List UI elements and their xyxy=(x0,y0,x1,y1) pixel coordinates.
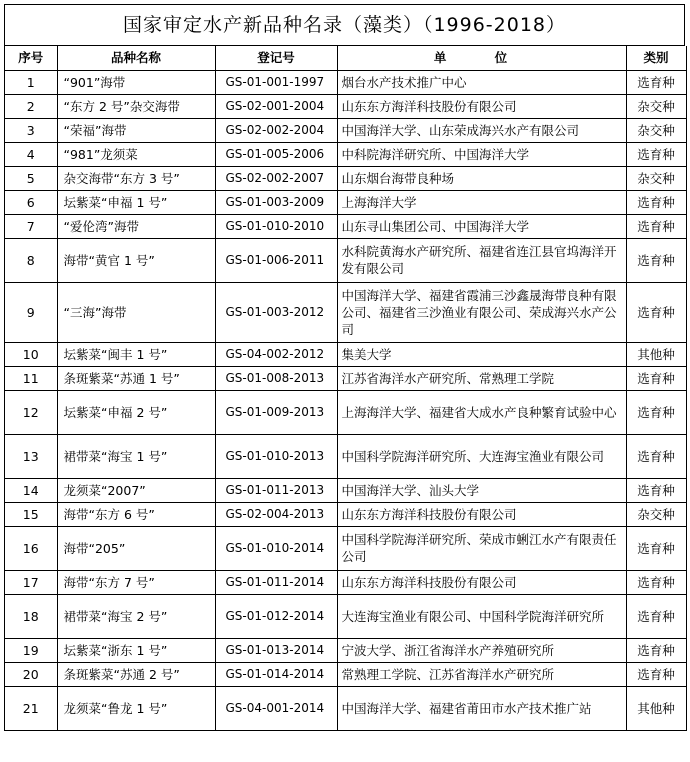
row-index: 9 xyxy=(5,282,57,342)
row-index: 8 xyxy=(5,238,57,282)
row-category: 选育种 xyxy=(626,570,686,594)
row-variety-name: “901”海带 xyxy=(57,70,215,94)
header-category: 类别 xyxy=(626,46,686,70)
row-index: 17 xyxy=(5,570,57,594)
table-row xyxy=(5,390,686,434)
row-registration-number: GS-01-005-2006 xyxy=(215,142,337,166)
row-category: 选育种 xyxy=(626,190,686,214)
table-row xyxy=(5,238,686,282)
row-registration-number: GS-01-014-2014 xyxy=(215,662,337,686)
row-variety-name: 坛紫菜“闽丰 1 号” xyxy=(57,342,215,366)
table-row xyxy=(5,526,686,570)
row-category: 杂交种 xyxy=(626,166,686,190)
header-name: 品种名称 xyxy=(57,46,215,70)
row-registration-number: GS-01-011-2014 xyxy=(215,570,337,594)
row-registration-number: GS-01-013-2014 xyxy=(215,638,337,662)
table-row xyxy=(5,142,686,166)
row-unit: 宁波大学、浙江省海洋水产养殖研究所 xyxy=(337,638,626,662)
row-unit: 大连海宝渔业有限公司、中国科学院海洋研究所 xyxy=(337,594,626,638)
row-variety-name: 龙须菜“2007” xyxy=(57,478,215,502)
row-unit: 常熟理工学院、江苏省海洋水产研究所 xyxy=(337,662,626,686)
row-category: 其他种 xyxy=(626,342,686,366)
row-variety-name: “东方 2 号”杂交海带 xyxy=(57,94,215,118)
row-category: 选育种 xyxy=(626,238,686,282)
row-index: 7 xyxy=(5,214,57,238)
row-unit: 中国科学院海洋研究所、荣成市蜊江水产有限责任公司 xyxy=(337,526,626,570)
row-variety-name: “三海”海带 xyxy=(57,282,215,342)
row-variety-name: 坛紫菜“浙东 1 号” xyxy=(57,638,215,662)
header-reg: 登记号 xyxy=(215,46,337,70)
row-unit: 集美大学 xyxy=(337,342,626,366)
row-variety-name: 裙带菜“海宝 1 号” xyxy=(57,434,215,478)
row-variety-name: 坛紫菜“申福 2 号” xyxy=(57,390,215,434)
row-category: 选育种 xyxy=(626,282,686,342)
row-unit: 江苏省海洋水产研究所、常熟理工学院 xyxy=(337,366,626,390)
row-variety-name: 坛紫菜“申福 1 号” xyxy=(57,190,215,214)
row-category: 选育种 xyxy=(626,390,686,434)
row-index: 18 xyxy=(5,594,57,638)
row-variety-name: 龙须菜“鲁龙 1 号” xyxy=(57,686,215,730)
table-row xyxy=(5,166,686,190)
row-index: 16 xyxy=(5,526,57,570)
row-category: 选育种 xyxy=(626,662,686,686)
row-unit: 中国海洋大学、汕头大学 xyxy=(337,478,626,502)
row-registration-number: GS-04-002-2012 xyxy=(215,342,337,366)
row-registration-number: GS-01-011-2013 xyxy=(215,478,337,502)
row-unit: 山东烟台海带良种场 xyxy=(337,166,626,190)
row-category: 杂交种 xyxy=(626,118,686,142)
row-index: 5 xyxy=(5,166,57,190)
row-category: 选育种 xyxy=(626,638,686,662)
row-variety-name: 海带“东方 7 号” xyxy=(57,570,215,594)
table-row xyxy=(5,214,686,238)
row-registration-number: GS-01-006-2011 xyxy=(215,238,337,282)
row-variety-name: 海带“东方 6 号” xyxy=(57,502,215,526)
row-registration-number: GS-01-009-2013 xyxy=(215,390,337,434)
row-registration-number: GS-01-001-1997 xyxy=(215,70,337,94)
row-variety-name: “爱伦湾”海带 xyxy=(57,214,215,238)
row-index: 11 xyxy=(5,366,57,390)
row-unit: 中国海洋大学、福建省霞浦三沙鑫晟海带良种有限公司、福建省三沙渔业有限公司、荣成海兴水产公司 xyxy=(337,282,626,342)
row-unit: 中科院海洋研究所、中国海洋大学 xyxy=(337,142,626,166)
variety-table xyxy=(5,46,687,731)
row-index: 13 xyxy=(5,434,57,478)
table-row xyxy=(5,594,686,638)
row-index: 4 xyxy=(5,142,57,166)
row-category: 选育种 xyxy=(626,478,686,502)
row-registration-number: GS-04-001-2014 xyxy=(215,686,337,730)
row-unit: 山东东方海洋科技股份有限公司 xyxy=(337,94,626,118)
row-registration-number: GS-02-001-2004 xyxy=(215,94,337,118)
row-variety-name: 海带“黄官 1 号” xyxy=(57,238,215,282)
row-index: 6 xyxy=(5,190,57,214)
row-category: 选育种 xyxy=(626,434,686,478)
row-variety-name: 条斑紫菜“苏通 2 号” xyxy=(57,662,215,686)
row-unit: 水科院黄海水产研究所、福建省连江县官坞海洋开发有限公司 xyxy=(337,238,626,282)
row-registration-number: GS-01-010-2014 xyxy=(215,526,337,570)
row-registration-number: GS-01-010-2013 xyxy=(215,434,337,478)
row-unit: 烟台水产技术推广中心 xyxy=(337,70,626,94)
row-index: 14 xyxy=(5,478,57,502)
row-variety-name: 裙带菜“海宝 2 号” xyxy=(57,594,215,638)
row-variety-name: 杂交海带“东方 3 号” xyxy=(57,166,215,190)
row-index: 21 xyxy=(5,686,57,730)
row-category: 选育种 xyxy=(626,366,686,390)
table-row xyxy=(5,434,686,478)
row-unit: 山东寻山集团公司、中国海洋大学 xyxy=(337,214,626,238)
row-variety-name: “荣福”海带 xyxy=(57,118,215,142)
table-row xyxy=(5,662,686,686)
row-registration-number: GS-01-010-2010 xyxy=(215,214,337,238)
row-category: 杂交种 xyxy=(626,94,686,118)
header-row xyxy=(5,46,686,70)
row-registration-number: GS-02-002-2004 xyxy=(215,118,337,142)
row-unit: 中国海洋大学、山东荣成海兴水产有限公司 xyxy=(337,118,626,142)
table-row xyxy=(5,342,686,366)
row-index: 12 xyxy=(5,390,57,434)
header-unit: 单 位 xyxy=(337,46,626,70)
row-index: 2 xyxy=(5,94,57,118)
row-unit: 上海海洋大学 xyxy=(337,190,626,214)
row-index: 19 xyxy=(5,638,57,662)
row-index: 1 xyxy=(5,70,57,94)
row-unit: 中国科学院海洋研究所、大连海宝渔业有限公司 xyxy=(337,434,626,478)
table-row xyxy=(5,686,686,730)
table-row xyxy=(5,638,686,662)
table-row xyxy=(5,502,686,526)
row-variety-name: 条斑紫菜“苏通 1 号” xyxy=(57,366,215,390)
table-row xyxy=(5,190,686,214)
row-unit: 上海海洋大学、福建省大成水产良种繁育试验中心 xyxy=(337,390,626,434)
table-row xyxy=(5,118,686,142)
row-registration-number: GS-01-008-2013 xyxy=(215,366,337,390)
row-unit: 中国海洋大学、福建省莆田市水产技术推广站 xyxy=(337,686,626,730)
row-category: 选育种 xyxy=(626,594,686,638)
table-row xyxy=(5,70,686,94)
row-category: 选育种 xyxy=(626,526,686,570)
row-registration-number: GS-02-004-2013 xyxy=(215,502,337,526)
table-row xyxy=(5,366,686,390)
row-category: 选育种 xyxy=(626,70,686,94)
row-index: 10 xyxy=(5,342,57,366)
row-index: 3 xyxy=(5,118,57,142)
header-index: 序号 xyxy=(5,46,57,70)
row-variety-name: 海带“205” xyxy=(57,526,215,570)
row-category: 选育种 xyxy=(626,214,686,238)
table-row xyxy=(5,478,686,502)
table-body xyxy=(5,70,686,730)
row-category: 其他种 xyxy=(626,686,686,730)
table-title: 国家审定水产新品种名录（藻类）（1996-2018） xyxy=(5,5,685,46)
register-table-sheet xyxy=(4,4,685,731)
row-unit: 山东东方海洋科技股份有限公司 xyxy=(337,570,626,594)
row-index: 15 xyxy=(5,502,57,526)
row-registration-number: GS-02-002-2007 xyxy=(215,166,337,190)
row-registration-number: GS-01-003-2012 xyxy=(215,282,337,342)
row-category: 杂交种 xyxy=(626,502,686,526)
row-category: 选育种 xyxy=(626,142,686,166)
table-row xyxy=(5,282,686,342)
row-registration-number: GS-01-012-2014 xyxy=(215,594,337,638)
row-variety-name: “981”龙须菜 xyxy=(57,142,215,166)
row-registration-number: GS-01-003-2009 xyxy=(215,190,337,214)
row-index: 20 xyxy=(5,662,57,686)
row-unit: 山东东方海洋科技股份有限公司 xyxy=(337,502,626,526)
table-row xyxy=(5,570,686,594)
table-row xyxy=(5,94,686,118)
